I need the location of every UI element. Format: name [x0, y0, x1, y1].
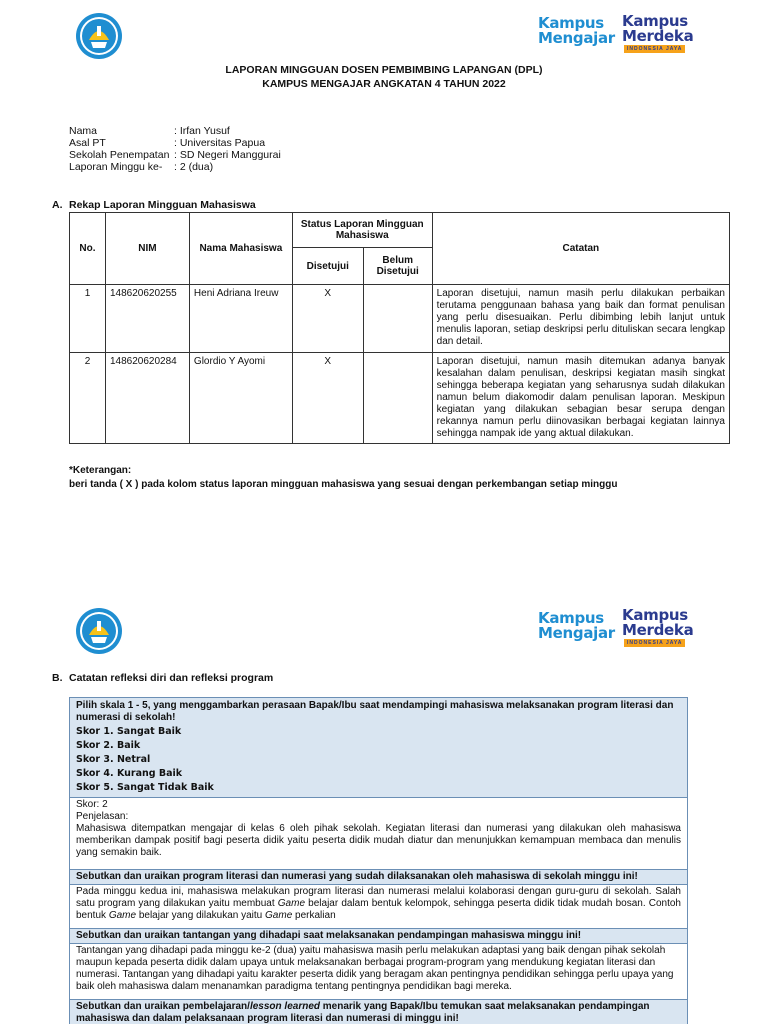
kampus-mengajar-line2: Mengajar — [538, 29, 615, 47]
kampus-merdeka-line2: Merdeka — [622, 27, 694, 45]
kampus-mengajar-logo — [538, 16, 616, 52]
header-no: No. — [70, 213, 106, 285]
rekap-table — [69, 212, 730, 444]
info-row — [69, 149, 281, 161]
info-row — [69, 161, 281, 173]
answer-program-game: Game — [277, 898, 306, 909]
answer-penjelasan-text: Mahasiswa ditempatkan mengajar di kelas 6 oleh pihak sekolah. Kegiatan literasi dan numerasi yang dilakukan oleh mahasiswa memberikan dampak positif bagi peserta didik yaitu peserta didik mudah diatur dan menunjukkan kemampuan membaca dan menulis yang semakin baik. — [76, 823, 681, 858]
header-status: Status Laporan Mingguan Mahasiswa — [292, 213, 432, 248]
score-item: Skor 4. Kurang Baik — [76, 768, 183, 779]
info-row — [69, 125, 281, 137]
tut-wuri-logo — [75, 12, 123, 60]
answer-program-game: Game — [108, 910, 137, 921]
kampus-mengajar-line2: Mengajar — [538, 624, 615, 642]
info-key: Laporan Minggu ke- — [69, 161, 163, 173]
report-title-line1: LAPORAN MINGGUAN DOSEN PEMBIMBING LAPANGAN (DPL) — [225, 64, 543, 76]
score-item: Skor 5. Sangat Tidak Baik — [76, 782, 214, 793]
info-key: Nama — [69, 125, 98, 137]
score-item: Skor 2. Baik — [76, 740, 141, 751]
info-value: : 2 (dua) — [174, 161, 214, 173]
answer-penjelasan-label: Penjelasan: — [76, 811, 129, 822]
question-scale — [70, 698, 687, 797]
row-disetujui: X — [292, 353, 363, 444]
row-belum — [363, 285, 432, 353]
header-disetujui: Disetujui — [292, 248, 363, 285]
info-key: Asal PT — [69, 137, 106, 149]
section-a-letter: A. — [52, 199, 63, 211]
question-lesson-italic: lesson learned — [249, 1001, 320, 1012]
info-value: : Universitas Papua — [174, 137, 266, 149]
kampus-merdeka-badge: INDONESIA JAYA — [624, 45, 685, 53]
section-b-title — [52, 672, 273, 684]
section-b-letter: B. — [52, 672, 63, 684]
kampus-merdeka-line1: Kampus — [622, 12, 688, 30]
row-nim: 148620620284 — [105, 353, 189, 444]
info-row — [69, 137, 281, 149]
kampus-merdeka-line1: Kampus — [622, 606, 688, 624]
table-row — [70, 285, 730, 353]
kampus-mengajar-line1: Kampus — [538, 609, 604, 627]
answer-program — [70, 884, 687, 928]
score-list — [76, 725, 681, 795]
question-lesson-learned — [70, 999, 687, 1024]
answer-program-text: belajar yang dilakukan yaitu — [136, 910, 266, 921]
answer-program-game: Game — [265, 910, 293, 921]
row-nama: Heni Adriana Ireuw — [189, 285, 292, 353]
section-b-label: Catatan refleksi diri dan refleksi program — [69, 672, 274, 684]
header-belum-disetujui: Belum Disetujui — [363, 248, 432, 285]
header-catatan: Catatan — [432, 213, 729, 285]
answer-tantangan: Tantangan yang dihadapi pada minggu ke-2 (dua) yaitu mahasiswa masih perlu melakukan adaptasi yang baik dengan pihak sekolah maupun kepada peserta didik dalam upaya untuk melaksanakan berbagai program-program yang mendukung kegiatan literasi dan numerasi. Tantangan yang dihadapi yaitu karakter peserta didik yang beragam akan pentingnya pendidikan sehingga perlu upaya yang baik oleh mahasiswa dalam menanamkan paradigma tentang pentingnya pendidikan bagi mereka. — [70, 943, 687, 999]
kampus-merdeka-line2: Merdeka — [622, 621, 694, 639]
kampus-merdeka-badge: INDONESIA JAYA — [624, 639, 685, 647]
row-belum — [363, 353, 432, 444]
header-nama: Nama Mahasiswa — [189, 213, 292, 285]
row-catatan: Laporan disetujui, namun masih ditemukan adanya banyak kesalahan dalam penulisan, deskripsi kegiatan masih singkat sehingga beberapa kegiatan yang seharusnya sudah dilakukan namun belum diakomodir dalam penulisan laporan. Meskipun kegiatan yang dilakukan sebagian besar serupa dengan rekannya namun perlu diinovasikan berbagai kegiatan lainnya sehingga nampak ide yang aktual dilakukan. — [432, 353, 729, 444]
answer-program-text: Pada minggu kedua ini, mahasiswa melakukan program literasi dan numerasi melalui kolaborasi dengan guru-guru di sekolah. Salah satu program yang dilakukan yaitu membuat — [76, 886, 681, 909]
section-a-label: Rekap Laporan Mingguan Mahasiswa — [69, 199, 256, 211]
info-key: Sekolah Penempatan — [69, 149, 170, 161]
keterangan-block — [69, 464, 617, 492]
report-title-line2: KAMPUS MENGAJAR ANGKATAN 4 TAHUN 2022 — [262, 78, 506, 90]
row-no: 2 — [70, 353, 106, 444]
header-nim: NIM — [105, 213, 189, 285]
question-program: Sebutkan dan uraikan program literasi dan numerasi yang sudah dilaksanakan oleh mahasiswa di sekolah minggu ini! — [70, 869, 687, 884]
table-row — [70, 353, 730, 444]
info-value: : Irfan Yusuf — [174, 125, 230, 137]
answer-skor: Skor: 2 — [76, 799, 108, 810]
question-lesson-text: Sebutkan dan uraikan pembelajaran/ — [76, 1001, 250, 1012]
question-tantangan: Sebutkan dan uraikan tantangan yang dihadapi saat melaksanakan pendampingan mahasiswa minggu ini! — [70, 928, 687, 943]
section-a-title — [52, 199, 256, 211]
score-item: Skor 1. Sangat Baik — [76, 726, 182, 737]
row-nama: Glordio Y Ayomi — [189, 353, 292, 444]
answer-scale — [70, 797, 687, 869]
question-scale-text: Pilih skala 1 - 5, yang menggambarkan perasaan Bapak/Ibu saat mendampingi mahasiswa melaksanakan program literasi dan numerasi di sekolah! — [76, 700, 674, 723]
reflection-table — [69, 697, 688, 1024]
row-nim: 148620620255 — [105, 285, 189, 353]
info-value: : SD Negeri Manggurai — [174, 149, 281, 161]
kampus-mengajar-line1: Kampus — [538, 14, 604, 32]
row-no: 1 — [70, 285, 106, 353]
keterangan-title: *Keterangan: — [69, 465, 132, 476]
kampus-mengajar-logo — [538, 611, 616, 647]
tut-wuri-logo — [75, 607, 123, 655]
answer-program-text: belajar dalam bentuk kelompok, sehingga peserta didik tidak mudah bosan. Contoh bentuk — [76, 898, 681, 921]
kampus-merdeka-logo — [622, 14, 692, 54]
info-block — [69, 125, 281, 173]
kampus-merdeka-logo — [622, 608, 692, 648]
score-item: Skor 3. Netral — [76, 754, 151, 765]
answer-program-text: perkalian — [292, 910, 336, 921]
keterangan-text: beri tanda ( X ) pada kolom status laporan mingguan mahasiswa yang sesuai dengan perkembangan setiap minggu — [69, 479, 618, 490]
question-lesson-text: menarik yang Bapak/Ibu temukan saat melaksanakan pendampingan mahasiswa dan dalam pelaksanaan program literasi dan numerasi di minggu ini! — [76, 1001, 650, 1024]
row-catatan: Laporan disetujui, namun masih perlu dilakukan perbaikan terutama penggunaan bahasa yang baik dan format penulisan yang perlu disesuaikan. Perlu dibimbing lebih lanjut untuk menulis laporan, setiap deskripsi perlu dituliskan secara lengkap dan detail. — [432, 285, 729, 353]
row-disetujui: X — [292, 285, 363, 353]
